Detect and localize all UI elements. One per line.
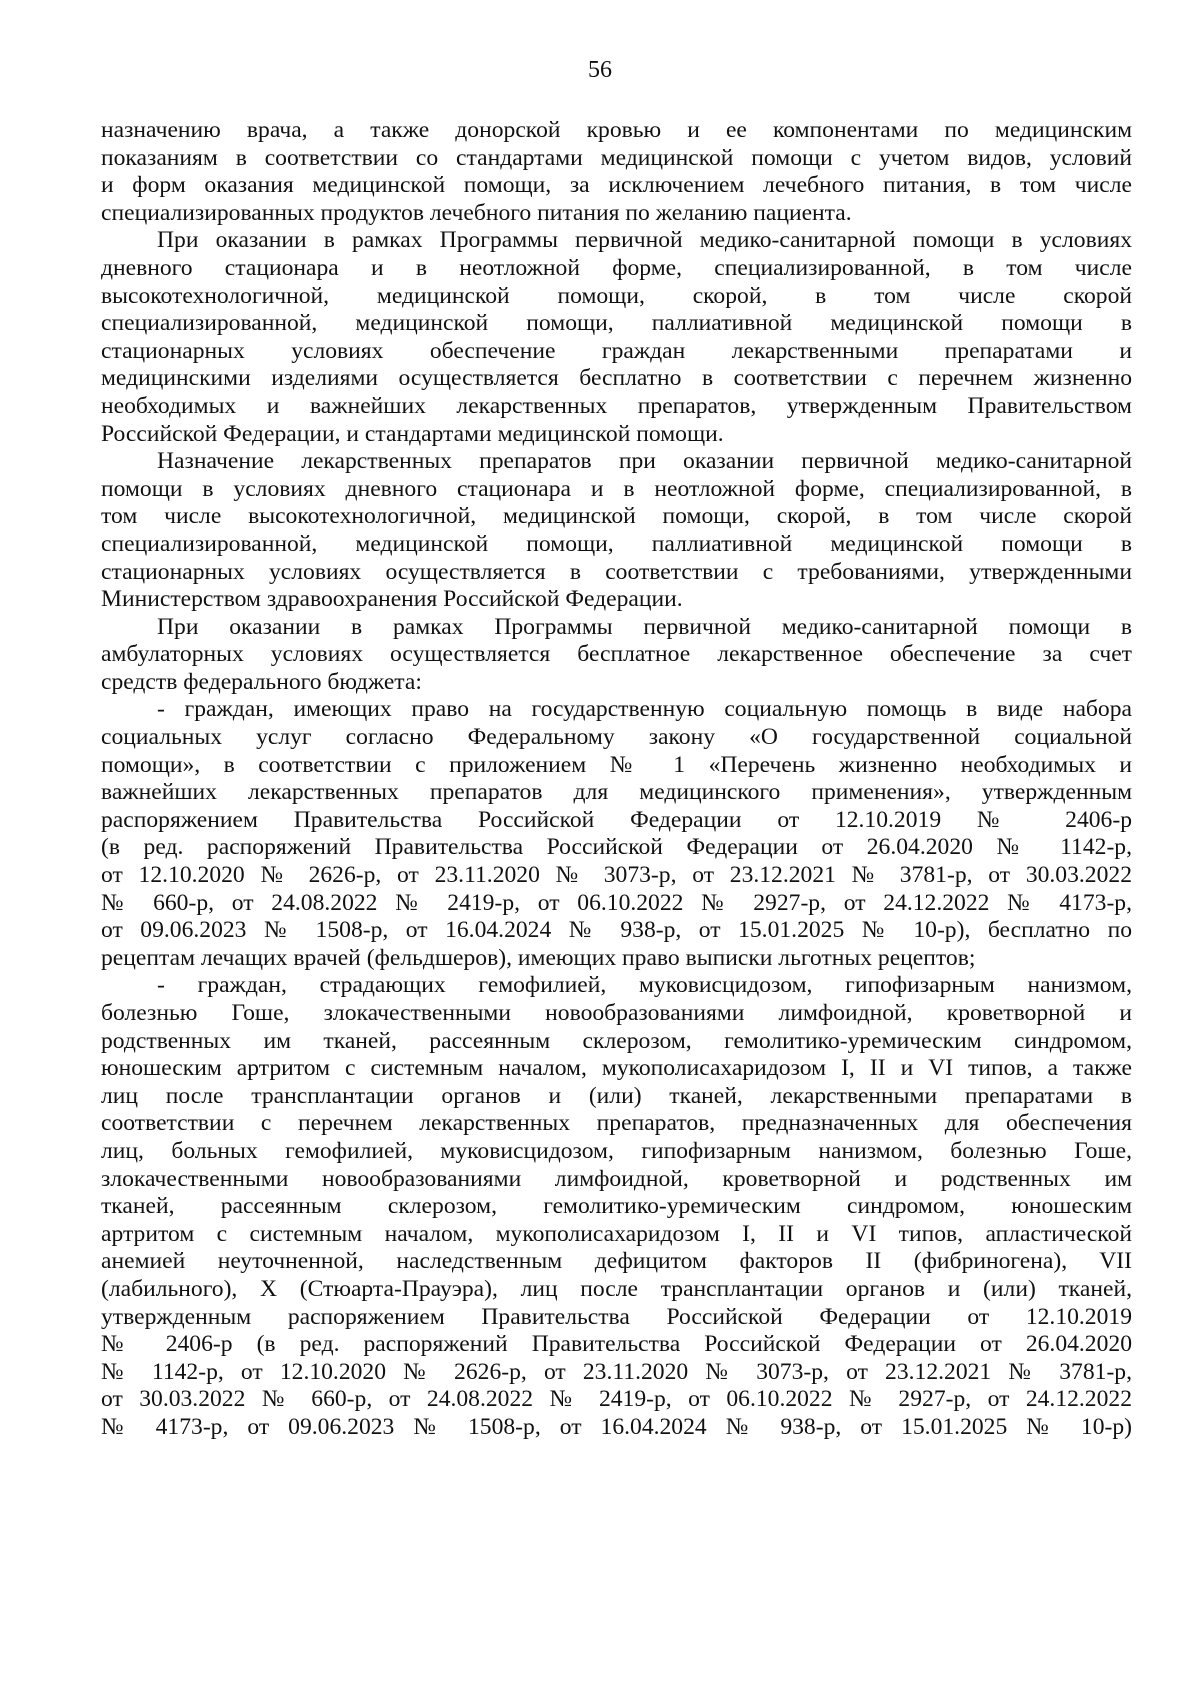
text-line: рецептам лечащих врачей (фельдшеров), имеющих право выписки льготных рецептов; xyxy=(101,944,976,971)
text-line: тканей, рассеянным склерозом, гемолитико-уремическим синдромом, юношеским xyxy=(101,1193,1132,1220)
text-line: родственных им тканей, рассеянным склерозом, гемолитико-уремическим синдромом, xyxy=(101,1027,1132,1054)
text-line: № 2406-р (в ред. распоряжений Правительства Российской Федерации от 26.04.2020 xyxy=(101,1331,1132,1358)
paragraph xyxy=(101,614,1132,697)
text-line: от 12.10.2020 № 2626-р, от 23.11.2020 № 3073-р, от 23.12.2021 № 3781-р, от 30.03.2022 xyxy=(101,862,1132,889)
text-line: показаниям в соответствии со стандартами медицинской помощи с учетом видов, условий xyxy=(101,144,1132,171)
text-line: медицинскими изделиями осуществляется бесплатно в соответствии с перечнем жизненно xyxy=(101,365,1132,392)
text-line: и форм оказания медицинской помощи, за исключением лечебного питания, в том числе xyxy=(101,172,1132,199)
text-line: № 1142-р, от 12.10.2020 № 2626-р, от 23.11.2020 № 3073-р, от 23.12.2021 № 3781-р, xyxy=(101,1358,1132,1385)
text-line: от 09.06.2023 № 1508-р, от 16.04.2024 № 938-р, от 15.01.2025 № 10-р), бесплатно по xyxy=(101,917,1132,944)
text-line: распоряжением Правительства Российской Федерации от 12.10.2019 № 2406-р xyxy=(101,806,1132,833)
text-line: утвержденным распоряжением Правительства Российской Федерации от 12.10.2019 xyxy=(101,1303,1132,1330)
text-line: анемией неуточненной, наследственным дефицитом факторов II (фибриногена), VII xyxy=(101,1248,1132,1275)
text-line: лиц после трансплантации органов и (или) тканей, лекарственными препаратами в xyxy=(101,1082,1132,1109)
page-number: 56 xyxy=(588,57,612,83)
text-line: от 30.03.2022 № 660-р, от 24.08.2022 № 2419-р, от 06.10.2022 № 2927-р, от 24.12.2022 xyxy=(101,1386,1132,1413)
text-line: - граждан, имеющих право на государственную социальную помощь в виде набора xyxy=(157,696,1132,723)
text-line: амбулаторных условиях осуществляется бесплатное лекарственное обеспечение за счет xyxy=(101,641,1132,668)
text-line: важнейших лекарственных препаратов для медицинского применения», утвержденным xyxy=(101,779,1132,806)
text-line: Назначение лекарственных препаратов при оказании первичной медико-санитарной xyxy=(157,448,1132,475)
text-line: (лабильного), X (Стюарта-Прауэра), лиц после трансплантации органов и (или) тканей, xyxy=(101,1275,1132,1302)
text-line: помощи», в соответствии с приложением № 1 «Перечень жизненно необходимых и xyxy=(101,751,1132,778)
text-line: При оказании в рамках Программы первичной медико-санитарной помощи в xyxy=(157,613,1132,640)
text-line: необходимых и важнейших лекарственных препаратов, утвержденным Правительством xyxy=(101,392,1132,419)
text-line: назначению врача, а также донорской кровью и ее компонентами по медицинским xyxy=(101,117,1132,143)
text-line: дневного стационара и в неотложной форме, специализированной, в том числе xyxy=(101,254,1132,281)
text-line: том числе высокотехнологичной, медицинской помощи, скорой, в том числе скорой xyxy=(101,503,1132,530)
text-line: (в ред. распоряжений Правительства Российской Федерации от 26.04.2020 № 1142-р, xyxy=(101,834,1132,861)
text-line: специализированных продуктов лечебного питания по желанию пациента. xyxy=(101,199,852,226)
text-line: помощи в условиях дневного стационара и в неотложной форме, специализированной, в xyxy=(101,475,1132,502)
paragraph xyxy=(101,972,1132,1441)
text-line: социальных услуг согласно Федеральному закону «О государственной социальной xyxy=(101,724,1132,751)
text-line: Министерством здравоохранения Российской Федерации. xyxy=(101,586,683,613)
text-line: юношеским артритом с системным началом, мукополисахаридозом I, II и VI типов, а также xyxy=(101,1055,1132,1082)
document-body xyxy=(101,117,1132,1442)
text-line: специализированной, медицинской помощи, паллиативной медицинской помощи в xyxy=(101,530,1132,557)
text-line: стационарных условиях осуществляется в соответствии с требованиями, утвержденными xyxy=(101,558,1132,585)
paragraph xyxy=(101,696,1132,972)
text-line: При оказании в рамках Программы первичной медико-санитарной помощи в условиях xyxy=(157,227,1132,254)
text-line: артритом с системным началом, мукополисахаридозом I, II и VI типов, апластической xyxy=(101,1220,1132,1247)
text-line: № 4173-р, от 09.06.2023 № 1508-р, от 16.04.2024 № 938-р, от 15.01.2025 № 10-р) xyxy=(101,1413,1132,1440)
paragraph xyxy=(101,448,1132,614)
paragraph xyxy=(101,117,1132,227)
paragraph xyxy=(101,227,1132,448)
text-line: - граждан, страдающих гемофилией, муковисцидозом, гипофизарным нанизмом, xyxy=(157,972,1132,999)
text-line: соответствии с перечнем лекарственных препаратов, предназначенных для обеспечения xyxy=(101,1110,1132,1137)
text-line: № 660-р, от 24.08.2022 № 2419-р, от 06.10.2022 № 2927-р, от 24.12.2022 № 4173-р, xyxy=(101,889,1132,916)
text-line: стационарных условиях обеспечение граждан лекарственными препаратами и xyxy=(101,337,1132,364)
text-line: злокачественными новообразованиями лимфоидной, кроветворной и родственных им xyxy=(101,1165,1132,1192)
text-line: средств федерального бюджета: xyxy=(101,668,422,695)
text-line: специализированной, медицинской помощи, паллиативной медицинской помощи в xyxy=(101,310,1132,337)
text-line: лиц, больных гемофилией, муковисцидозом, гипофизарным нанизмом, болезнью Гоше, xyxy=(101,1137,1132,1164)
text-line: болезнью Гоше, злокачественными новообразованиями лимфоидной, кроветворной и xyxy=(101,1000,1132,1026)
text-line: Российской Федерации, и стандартами медицинской помощи. xyxy=(101,420,724,447)
text-line: высокотехнологичной, медицинской помощи, скорой, в том числе скорой xyxy=(101,282,1132,309)
